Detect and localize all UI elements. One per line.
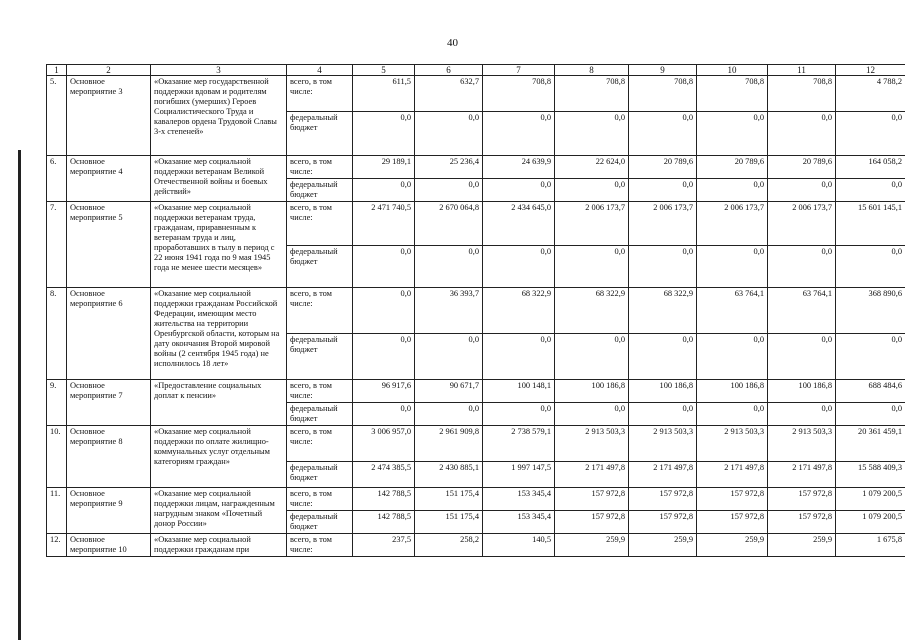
event-name-cell: Основное мероприятие 10 bbox=[67, 534, 151, 557]
amount-cell: 2 670 064,8 bbox=[415, 202, 483, 246]
event-description-cell: «Оказание мер социальной поддержки гражданам при bbox=[151, 534, 287, 557]
amount-cell: 2 471 740,5 bbox=[353, 202, 415, 246]
amount-cell: 29 189,1 bbox=[353, 156, 415, 179]
amount-cell: 2 171 497,8 bbox=[697, 462, 768, 488]
event-description-cell: «Оказание мер социальной поддержки ветеранам труда, гражданам, приравненным к ветеранам труда и лиц, проработавших в тылу в период с 22 июня 1941 года по 9 мая 1945 года не менее шести месяцев» bbox=[151, 202, 287, 288]
amount-cell: 0,0 bbox=[483, 403, 555, 426]
amount-cell: 2 430 885,1 bbox=[415, 462, 483, 488]
funding-source-cell: федеральный бюджет bbox=[287, 403, 353, 426]
row-index-cell: 11. bbox=[47, 488, 67, 534]
amount-cell: 90 671,7 bbox=[415, 380, 483, 403]
amount-cell: 0,0 bbox=[483, 112, 555, 156]
amount-cell: 0,0 bbox=[483, 246, 555, 288]
event-description-cell: «Оказание мер государственной поддержки вдовам и родителям погибших (умерших) Героев Социалистического Труда и кавалеров ордена Трудовой Славы 3-х степеней» bbox=[151, 76, 287, 156]
amount-cell: 1 079 200,5 bbox=[836, 511, 905, 534]
amount-cell: 259,9 bbox=[555, 534, 629, 557]
amount-cell: 0,0 bbox=[629, 334, 697, 380]
column-number-cell: 7 bbox=[483, 65, 555, 76]
amount-cell: 100 186,8 bbox=[555, 380, 629, 403]
amount-cell: 0,0 bbox=[697, 334, 768, 380]
amount-cell: 0,0 bbox=[768, 112, 836, 156]
column-number-cell: 11 bbox=[768, 65, 836, 76]
event-description-cell: «Оказание мер социальной поддержки гражданам Российской Федерации, имеющим место жительства на территории Оренбургской области, которым на дату окончания Второй мировой войны (2 сентября 1945 года) не исполнилось 18 лет» bbox=[151, 288, 287, 380]
row-index-cell: 6. bbox=[47, 156, 67, 202]
amount-cell: 15 588 409,3 bbox=[836, 462, 905, 488]
funding-source-cell: федеральный бюджет bbox=[287, 246, 353, 288]
amount-cell: 368 890,6 bbox=[836, 288, 905, 334]
funding-source-cell: федеральный бюджет bbox=[287, 179, 353, 202]
header-row bbox=[47, 65, 905, 76]
amount-cell: 0,0 bbox=[353, 112, 415, 156]
amount-cell: 0,0 bbox=[353, 179, 415, 202]
event-name-cell: Основное мероприятие 9 bbox=[67, 488, 151, 534]
event-name-cell: Основное мероприятие 6 bbox=[67, 288, 151, 380]
amount-cell: 0,0 bbox=[697, 112, 768, 156]
column-number-cell: 1 bbox=[47, 65, 67, 76]
amount-cell: 157 972,8 bbox=[768, 488, 836, 511]
table-row bbox=[47, 202, 905, 246]
amount-cell: 22 624,0 bbox=[555, 156, 629, 179]
amount-cell: 611,5 bbox=[353, 76, 415, 112]
amount-cell: 0,0 bbox=[353, 288, 415, 334]
event-description-cell: «Оказание мер социальной поддержки ветеранам Великой Отечественной войны и боевых действий» bbox=[151, 156, 287, 202]
amount-cell: 259,9 bbox=[629, 534, 697, 557]
amount-cell: 157 972,8 bbox=[697, 511, 768, 534]
amount-cell: 2 913 503,3 bbox=[697, 426, 768, 462]
budget-table bbox=[46, 64, 905, 557]
amount-cell: 25 236,4 bbox=[415, 156, 483, 179]
column-number-cell: 5 bbox=[353, 65, 415, 76]
amount-cell: 20 361 459,1 bbox=[836, 426, 905, 462]
amount-cell: 140,5 bbox=[483, 534, 555, 557]
amount-cell: 2 474 385,5 bbox=[353, 462, 415, 488]
funding-source-cell: федеральный бюджет bbox=[287, 112, 353, 156]
column-number-cell: 3 bbox=[151, 65, 287, 76]
amount-cell: 100 186,8 bbox=[629, 380, 697, 403]
amount-cell: 688 484,6 bbox=[836, 380, 905, 403]
amount-cell: 24 639,9 bbox=[483, 156, 555, 179]
event-name-cell: Основное мероприятие 4 bbox=[67, 156, 151, 202]
amount-cell: 2 006 173,7 bbox=[555, 202, 629, 246]
amount-cell: 63 764,1 bbox=[697, 288, 768, 334]
amount-cell: 15 601 145,1 bbox=[836, 202, 905, 246]
amount-cell: 0,0 bbox=[697, 246, 768, 288]
column-number-cell: 6 bbox=[415, 65, 483, 76]
column-number-cell: 10 bbox=[697, 65, 768, 76]
funding-source-cell: федеральный бюджет bbox=[287, 462, 353, 488]
amount-cell: 0,0 bbox=[353, 403, 415, 426]
amount-cell: 20 789,6 bbox=[629, 156, 697, 179]
amount-cell: 259,9 bbox=[768, 534, 836, 557]
funding-source-cell: всего, в том числе: bbox=[287, 202, 353, 246]
amount-cell: 153 345,4 bbox=[483, 488, 555, 511]
amount-cell: 0,0 bbox=[836, 179, 905, 202]
amount-cell: 0,0 bbox=[353, 334, 415, 380]
amount-cell: 153 345,4 bbox=[483, 511, 555, 534]
table-row bbox=[47, 156, 905, 179]
amount-cell: 157 972,8 bbox=[555, 511, 629, 534]
amount-cell: 157 972,8 bbox=[768, 511, 836, 534]
amount-cell: 2 171 497,8 bbox=[768, 462, 836, 488]
amount-cell: 0,0 bbox=[415, 334, 483, 380]
table-row bbox=[47, 76, 905, 112]
table-row bbox=[47, 426, 905, 462]
amount-cell: 0,0 bbox=[353, 246, 415, 288]
amount-cell: 0,0 bbox=[629, 403, 697, 426]
amount-cell: 708,8 bbox=[629, 76, 697, 112]
amount-cell: 0,0 bbox=[483, 179, 555, 202]
row-index-cell: 9. bbox=[47, 380, 67, 426]
amount-cell: 4 788,2 bbox=[836, 76, 905, 112]
amount-cell: 708,8 bbox=[555, 76, 629, 112]
amount-cell: 237,5 bbox=[353, 534, 415, 557]
amount-cell: 0,0 bbox=[629, 112, 697, 156]
amount-cell: 2 961 909,8 bbox=[415, 426, 483, 462]
row-index-cell: 7. bbox=[47, 202, 67, 288]
amount-cell: 0,0 bbox=[697, 403, 768, 426]
row-index-cell: 10. bbox=[47, 426, 67, 488]
amount-cell: 157 972,8 bbox=[629, 488, 697, 511]
amount-cell: 100 186,8 bbox=[697, 380, 768, 403]
amount-cell: 2 171 497,8 bbox=[629, 462, 697, 488]
amount-cell: 68 322,9 bbox=[555, 288, 629, 334]
amount-cell: 157 972,8 bbox=[555, 488, 629, 511]
amount-cell: 708,8 bbox=[483, 76, 555, 112]
amount-cell: 157 972,8 bbox=[697, 488, 768, 511]
amount-cell: 96 917,6 bbox=[353, 380, 415, 403]
funding-source-cell: всего, в том числе: bbox=[287, 534, 353, 557]
column-number-cell: 4 bbox=[287, 65, 353, 76]
funding-source-cell: всего, в том числе: bbox=[287, 76, 353, 112]
amount-cell: 2 913 503,3 bbox=[768, 426, 836, 462]
amount-cell: 0,0 bbox=[555, 403, 629, 426]
column-number-cell: 2 bbox=[67, 65, 151, 76]
amount-cell: 2 006 173,7 bbox=[768, 202, 836, 246]
funding-source-cell: всего, в том числе: bbox=[287, 488, 353, 511]
amount-cell: 2 006 173,7 bbox=[697, 202, 768, 246]
amount-cell: 0,0 bbox=[555, 179, 629, 202]
funding-source-cell: всего, в том числе: bbox=[287, 288, 353, 334]
amount-cell: 1 079 200,5 bbox=[836, 488, 905, 511]
amount-cell: 0,0 bbox=[415, 179, 483, 202]
amount-cell: 0,0 bbox=[415, 112, 483, 156]
event-description-cell: «Оказание мер социальной поддержки лицам, награжденным нагрудным знаком «Почетный донор России» bbox=[151, 488, 287, 534]
amount-cell: 2 913 503,3 bbox=[555, 426, 629, 462]
amount-cell: 164 058,2 bbox=[836, 156, 905, 179]
amount-cell: 151 175,4 bbox=[415, 488, 483, 511]
amount-cell: 68 322,9 bbox=[629, 288, 697, 334]
amount-cell: 157 972,8 bbox=[629, 511, 697, 534]
event-name-cell: Основное мероприятие 5 bbox=[67, 202, 151, 288]
event-name-cell: Основное мероприятие 7 bbox=[67, 380, 151, 426]
row-index-cell: 8. bbox=[47, 288, 67, 380]
amount-cell: 2 913 503,3 bbox=[629, 426, 697, 462]
binding-edge-line bbox=[18, 150, 21, 640]
amount-cell: 0,0 bbox=[768, 246, 836, 288]
amount-cell: 63 764,1 bbox=[768, 288, 836, 334]
amount-cell: 0,0 bbox=[629, 179, 697, 202]
amount-cell: 36 393,7 bbox=[415, 288, 483, 334]
amount-cell: 2 738 579,1 bbox=[483, 426, 555, 462]
amount-cell: 0,0 bbox=[697, 179, 768, 202]
event-name-cell: Основное мероприятие 3 bbox=[67, 76, 151, 156]
amount-cell: 100 186,8 bbox=[768, 380, 836, 403]
amount-cell: 0,0 bbox=[768, 334, 836, 380]
column-number-cell: 8 bbox=[555, 65, 629, 76]
table-row bbox=[47, 288, 905, 334]
amount-cell: 20 789,6 bbox=[768, 156, 836, 179]
funding-source-cell: всего, в том числе: bbox=[287, 156, 353, 179]
amount-cell: 2 434 645,0 bbox=[483, 202, 555, 246]
amount-cell: 0,0 bbox=[555, 112, 629, 156]
column-number-cell: 12 bbox=[836, 65, 905, 76]
amount-cell: 142 788,5 bbox=[353, 488, 415, 511]
row-index-cell: 12. bbox=[47, 534, 67, 557]
page-number: 40 bbox=[447, 37, 458, 49]
amount-cell: 258,2 bbox=[415, 534, 483, 557]
amount-cell: 0,0 bbox=[836, 246, 905, 288]
amount-cell: 0,0 bbox=[768, 403, 836, 426]
amount-cell: 0,0 bbox=[483, 334, 555, 380]
amount-cell: 3 006 957,0 bbox=[353, 426, 415, 462]
event-description-cell: «Предоставление социальных доплат к пенсии» bbox=[151, 380, 287, 426]
amount-cell: 0,0 bbox=[415, 246, 483, 288]
amount-cell: 0,0 bbox=[555, 334, 629, 380]
amount-cell: 0,0 bbox=[629, 246, 697, 288]
amount-cell: 1 997 147,5 bbox=[483, 462, 555, 488]
amount-cell: 0,0 bbox=[836, 334, 905, 380]
event-name-cell: Основное мероприятие 8 bbox=[67, 426, 151, 488]
funding-source-cell: федеральный бюджет bbox=[287, 334, 353, 380]
amount-cell: 1 675,8 bbox=[836, 534, 905, 557]
amount-cell: 100 148,1 bbox=[483, 380, 555, 403]
column-number-cell: 9 bbox=[629, 65, 697, 76]
funding-source-cell: федеральный бюджет bbox=[287, 511, 353, 534]
table-row bbox=[47, 380, 905, 403]
amount-cell: 151 175,4 bbox=[415, 511, 483, 534]
event-description-cell: «Оказание мер социальной поддержки по оплате жилищно-коммунальных услуг отдельным категориям граждан» bbox=[151, 426, 287, 488]
table-row bbox=[47, 488, 905, 511]
amount-cell: 0,0 bbox=[555, 246, 629, 288]
amount-cell: 259,9 bbox=[697, 534, 768, 557]
funding-source-cell: всего, в том числе: bbox=[287, 426, 353, 462]
amount-cell: 142 788,5 bbox=[353, 511, 415, 534]
amount-cell: 20 789,6 bbox=[697, 156, 768, 179]
amount-cell: 0,0 bbox=[415, 403, 483, 426]
amount-cell: 708,8 bbox=[697, 76, 768, 112]
amount-cell: 0,0 bbox=[836, 112, 905, 156]
table-row bbox=[47, 534, 905, 557]
amount-cell: 68 322,9 bbox=[483, 288, 555, 334]
amount-cell: 2 006 173,7 bbox=[629, 202, 697, 246]
amount-cell: 708,8 bbox=[768, 76, 836, 112]
row-index-cell: 5. bbox=[47, 76, 67, 156]
amount-cell: 2 171 497,8 bbox=[555, 462, 629, 488]
funding-source-cell: всего, в том числе: bbox=[287, 380, 353, 403]
amount-cell: 632,7 bbox=[415, 76, 483, 112]
amount-cell: 0,0 bbox=[836, 403, 905, 426]
amount-cell: 0,0 bbox=[768, 179, 836, 202]
